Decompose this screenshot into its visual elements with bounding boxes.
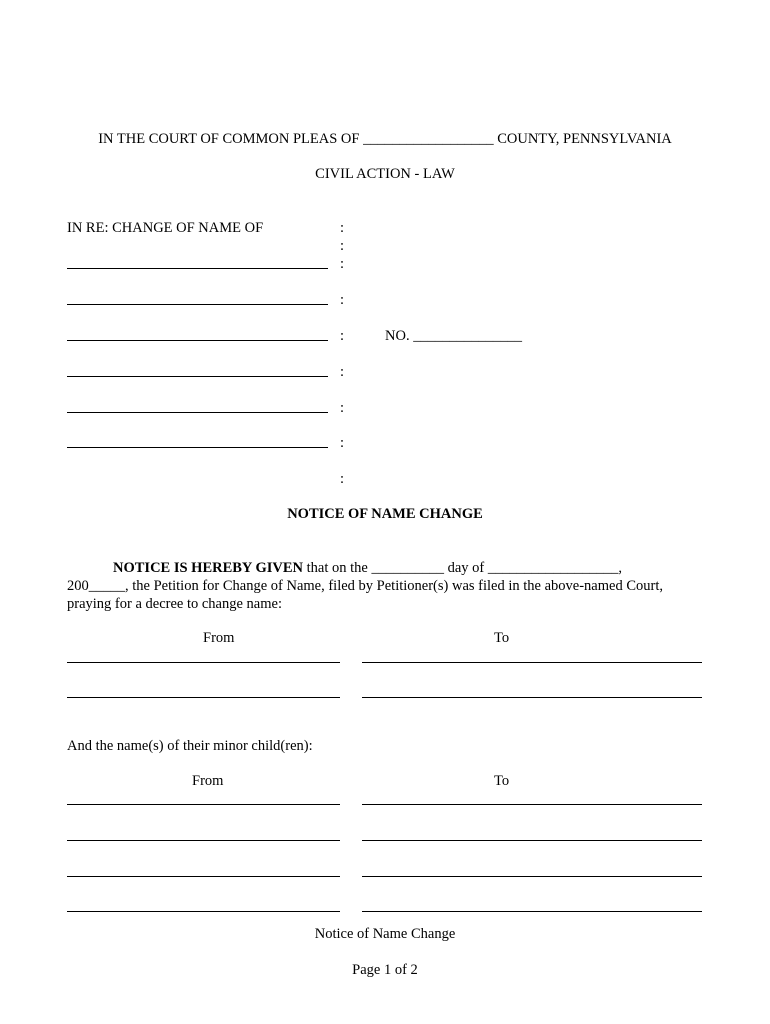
to-column-label: To bbox=[494, 630, 510, 646]
caption-colon: : bbox=[340, 400, 345, 416]
minor-to-line[interactable] bbox=[362, 876, 702, 877]
minor-to-line[interactable] bbox=[362, 911, 702, 912]
petitioner-name-line[interactable] bbox=[67, 447, 328, 448]
notice-bold-lead: NOTICE IS HEREBY GIVEN bbox=[113, 560, 304, 576]
petitioner-name-line[interactable] bbox=[67, 376, 328, 377]
notice-line1-rest: that on the __________ day of __________________, bbox=[303, 560, 623, 576]
minor-to-column-label: To bbox=[494, 773, 510, 789]
petitioner-name-line[interactable] bbox=[67, 340, 328, 341]
to-name-line[interactable] bbox=[362, 697, 702, 698]
civil-action-heading: CIVIL ACTION - LAW bbox=[315, 166, 455, 182]
caption-colon: : bbox=[340, 220, 345, 236]
caption-colon: : bbox=[340, 292, 345, 308]
petitioner-name-line[interactable] bbox=[67, 268, 328, 269]
from-column-label: From bbox=[203, 630, 235, 646]
in-re-label: IN RE: CHANGE OF NAME OF bbox=[67, 220, 264, 236]
minor-from-line[interactable] bbox=[67, 876, 340, 877]
caption-colon: : bbox=[340, 364, 345, 380]
caption-colon: : bbox=[340, 328, 345, 344]
caption-colon: : bbox=[340, 238, 345, 254]
minors-intro: And the name(s) of their minor child(ren): bbox=[67, 738, 313, 754]
minor-from-column-label: From bbox=[192, 773, 224, 789]
notice-line2: 200_____, the Petition for Change of Name, filed by Petitioner(s) was filed in the above-named Court, bbox=[67, 578, 663, 594]
footer-title: Notice of Name Change bbox=[314, 926, 456, 942]
caption-colon: : bbox=[340, 471, 345, 487]
minor-from-line[interactable] bbox=[67, 911, 340, 912]
court-heading: IN THE COURT OF COMMON PLEAS OF __________________ COUNTY, PENNSYLVANIA bbox=[98, 131, 672, 147]
caption-colon: : bbox=[340, 435, 345, 451]
minor-from-line[interactable] bbox=[67, 804, 340, 805]
case-number-field[interactable]: NO. _______________ bbox=[385, 328, 522, 344]
to-name-line[interactable] bbox=[362, 662, 702, 663]
page-number: Page 1 of 2 bbox=[352, 962, 418, 978]
caption-colon: : bbox=[340, 256, 345, 272]
petitioner-name-line[interactable] bbox=[67, 304, 328, 305]
petitioner-name-line[interactable] bbox=[67, 412, 328, 413]
notice-line3: praying for a decree to change name: bbox=[67, 596, 282, 612]
minor-to-line[interactable] bbox=[362, 840, 702, 841]
minor-from-line[interactable] bbox=[67, 840, 340, 841]
from-name-line[interactable] bbox=[67, 697, 340, 698]
from-name-line[interactable] bbox=[67, 662, 340, 663]
notice-paragraph bbox=[67, 559, 707, 613]
notice-title: NOTICE OF NAME CHANGE bbox=[287, 506, 483, 522]
minor-to-line[interactable] bbox=[362, 804, 702, 805]
